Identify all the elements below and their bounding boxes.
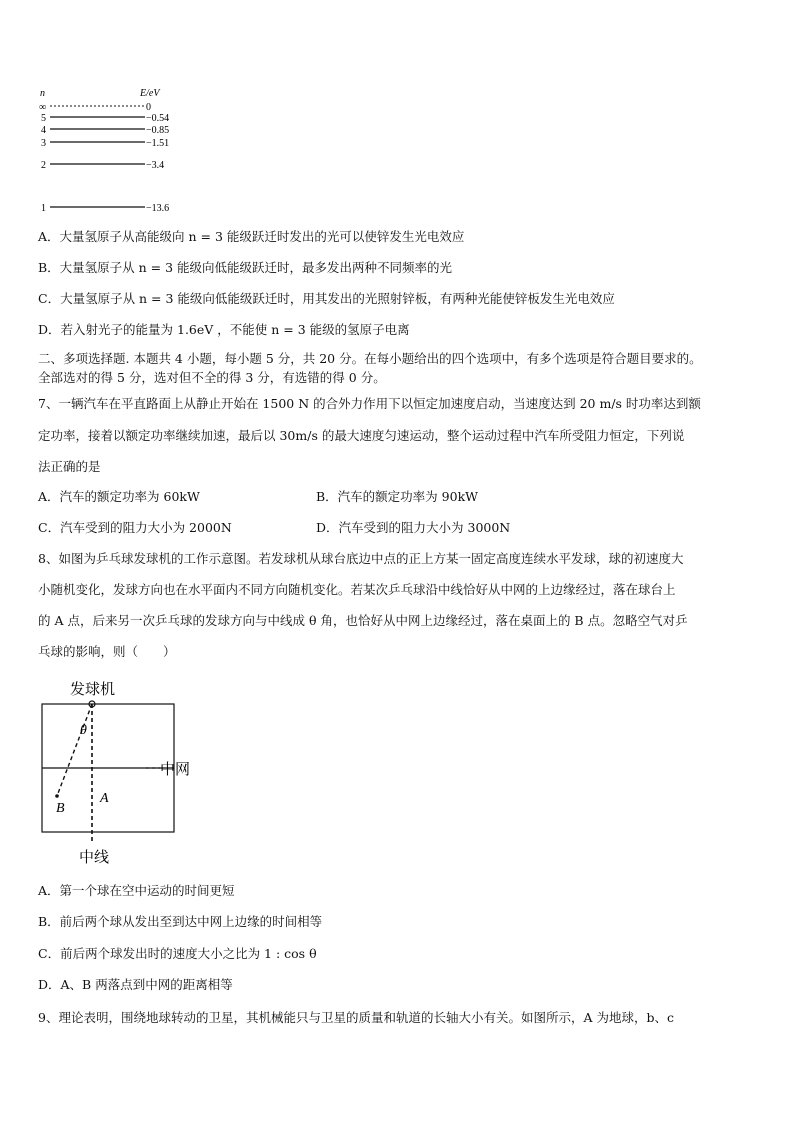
level-n-2: 2 [41,160,46,171]
q7-stem-line-1: 7、一辆汽车在平直路面上从静止开始在 1500 N 的合外力作用下以恒定加速度启动，当速度达到 20 m/s 时功率达到额 [38,396,701,411]
centerline-label: 中线 [79,850,110,866]
level-n-4: 4 [41,125,46,136]
q6-option-a: A．大量氢原子从高能级向 n = 3 能级跃迁时发出的光可以使锌发生光电效应 [38,229,465,244]
q6-option-b: B．大量氢原子从 n = 3 能级向低能级跃迁时，最多发出两种不同频率的光 [38,260,453,275]
machine-label: 发球机 [70,682,116,698]
q8-stem-line-4: 乓球的影响，则（ ） [38,644,176,659]
level-e-4: −0.85 [146,125,170,136]
energy-level-diagram [30,84,190,216]
q8-option-d: D．A、B 两落点到中网的距离相等 [38,977,233,992]
q7-option-a: A．汽车的额定功率为 60kW [38,489,200,504]
q8-stem-line-3: 的 A 点，后来另一次乒乓球的发球方向与中线成 θ 角，也恰好从中网上边缘经过，落在桌面上的 B 点。忽略空气对乒 [38,613,688,628]
level-n-3: 3 [41,138,46,149]
q9-stem-line-1: 9、理论表明，围绕地球转动的卫星，其机械能只与卫星的质量和轨道的长轴大小有关。如图所示，A 为地球，b、c [38,1010,674,1025]
point-b-dot [55,794,59,798]
level-e-inf: 0 [146,102,151,113]
q8-option-a: A．第一个球在空中运动的时间更短 [38,883,235,898]
net-label: 中网 [160,762,191,778]
point-a-label: A [100,791,109,806]
q7-option-b: B．汽车的额定功率为 90kW [316,489,478,504]
trajectory-b [57,704,92,796]
ping-pong-diagram [36,676,206,870]
section2-line-2: 全部选对的得 5 分，选对但不全的得 3 分，有选错的得 0 分。 [38,370,386,385]
energy-axis-label: E/eV [140,88,160,99]
q8-option-c: C．前后两个球发出时的速度大小之比为 1 : cos θ [38,946,317,961]
q6-option-d: D．若入射光子的能量为 1.6eV ，不能使 n = 3 能级的氢原子电离 [38,322,410,337]
n-axis-label: n [40,88,45,99]
q6-option-c: C．大量氢原子从 n = 3 能级向低能级跃迁时，用其发出的光照射锌板，有两种光能使锌板发生光电效应 [38,291,615,306]
level-e-3: −1.51 [146,138,170,149]
q7-stem-line-2: 定功率，接着以额定功率继续加速，最后以 30m/s 的最大速度匀速运动，整个运动过程中汽车所受阻力恒定，下列说 [38,428,685,443]
angle-label: θ [80,723,87,738]
level-e-1: −13.6 [146,203,170,214]
level-n-1: 1 [41,203,46,214]
q8-stem-line-1: 8、如图为乒乓球发球机的工作示意图。若发球机从球台底边中点的正上方某一固定高度连续水平发球，球的初速度大 [38,551,684,566]
level-e-2: −3.4 [146,160,165,171]
q8-option-b: B．前后两个球从发出至到达中网上边缘的时间相等 [38,914,323,929]
q7-option-c: C．汽车受到的阻力大小为 2000N [38,520,232,535]
q7-stem-line-3: 法正确的是 [38,459,101,474]
q7-option-d: D．汽车受到的阻力大小为 3000N [316,520,511,535]
q8-stem-line-2: 小随机变化，发球方向也在水平面内不同方向随机变化。若某次乒乓球沿中线恰好从中网的上边缘经过，落在球台上 [38,582,676,597]
level-n-5: 5 [41,113,46,124]
section2-line-1: 二、多项选择题. 本题共 4 小题，每小题 5 分，共 20 分。在每小题给出的四个选项中，有多个选项是符合题目要求的。 [38,351,702,366]
level-e-5: −0.54 [146,113,170,124]
point-b-label: B [56,801,65,816]
level-n-inf: ∞ [39,102,47,113]
